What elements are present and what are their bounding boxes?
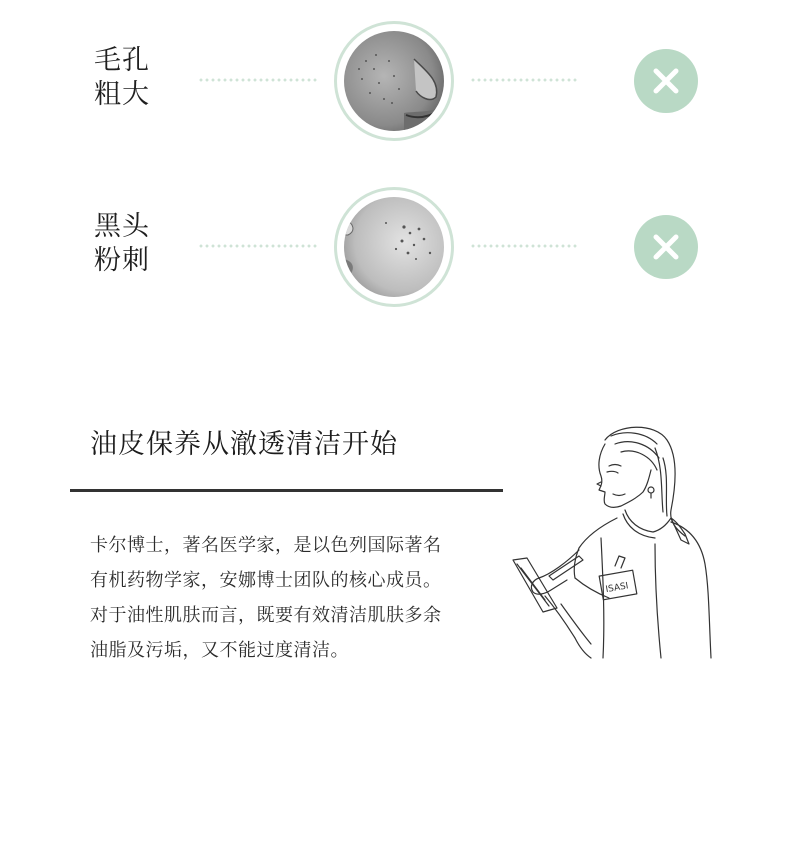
dotted-connector-left	[198, 244, 318, 248]
pores-photo-frame	[334, 21, 454, 141]
blackheads-photo-frame	[334, 187, 454, 307]
blackheads-photo	[344, 197, 444, 297]
problem-row-blackheads	[0, 181, 790, 311]
description-line: 油脂及污垢，又不能过度清洁。	[90, 640, 349, 661]
badge-text: ISASI	[604, 581, 630, 596]
description-paragraph	[90, 528, 490, 668]
x-icon	[634, 49, 698, 113]
dotted-connector-left	[198, 78, 318, 82]
problem-label-pores	[94, 44, 164, 112]
problem-row-pores	[0, 15, 790, 145]
description-line: 卡尔博士，著名医学家，是以色列国际著名	[90, 535, 442, 556]
section-title: 油皮保养从澈透清洁开始	[90, 429, 398, 460]
description-line: 有机药物学家，安娜博士团队的核心成员。	[90, 570, 442, 591]
label-line: 黑头	[94, 211, 150, 242]
label-line: 粗大	[94, 79, 150, 110]
dotted-connector-right	[470, 244, 578, 248]
description-line: 对于油性肌肤而言，既要有效清洁肌肤多余	[90, 605, 442, 626]
enlarged-pores-photo	[344, 31, 444, 131]
dotted-connector-right	[470, 78, 578, 82]
x-icon	[634, 215, 698, 279]
doctor-illustration	[505, 418, 720, 663]
label-line: 粉刺	[94, 245, 150, 276]
title-divider	[70, 489, 503, 492]
label-line: 毛孔	[94, 45, 150, 76]
problem-label-blackheads	[94, 210, 164, 278]
